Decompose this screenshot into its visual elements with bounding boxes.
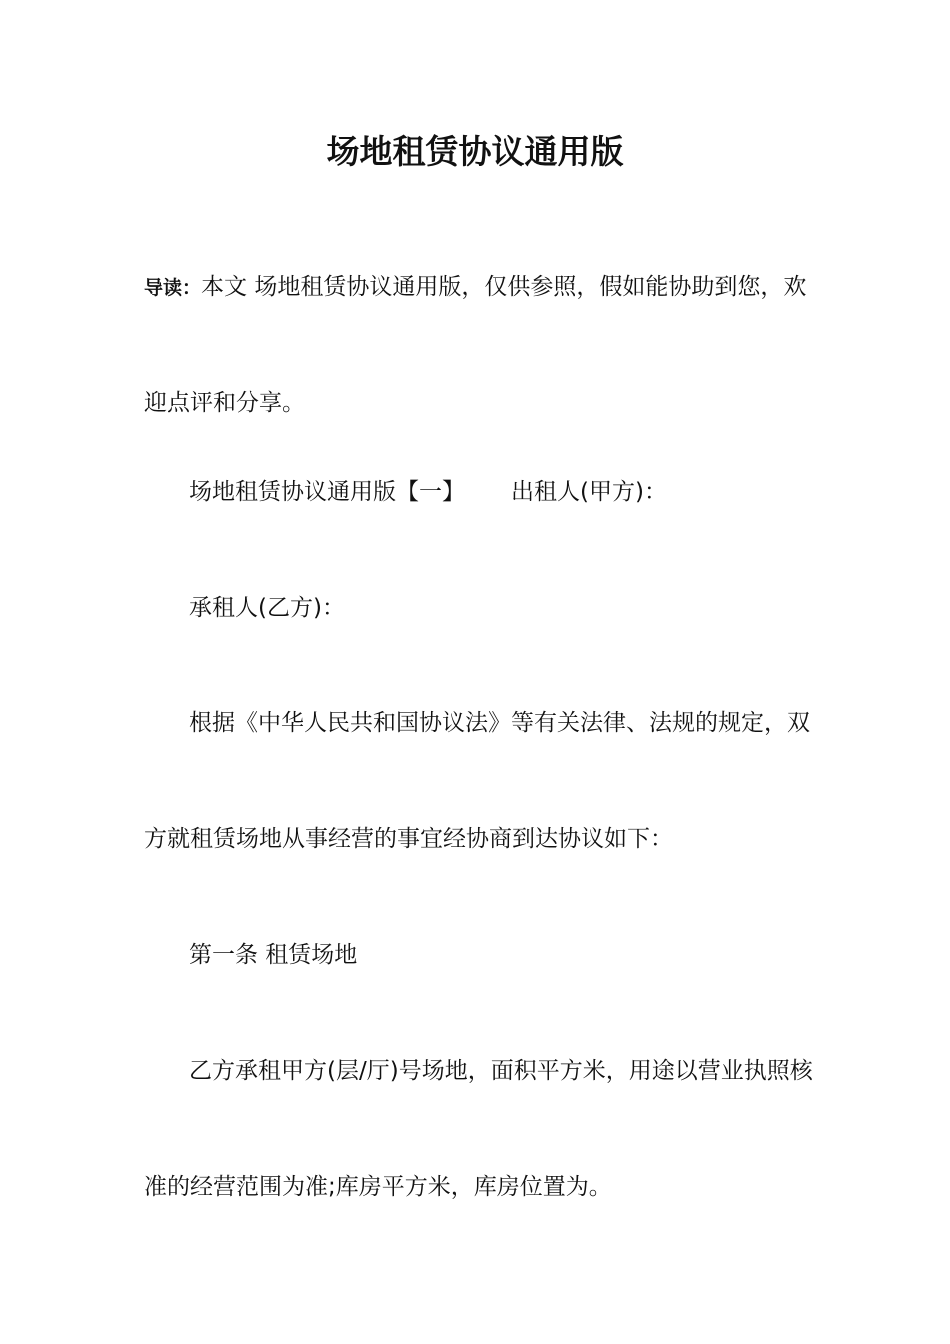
lessor-label: 出租人(甲方)： bbox=[511, 479, 667, 505]
intro-text-1: 本文 场地租赁协议通用版，仅供参照，假如能协助到您，欢 bbox=[201, 274, 807, 300]
intro-line-2: 迎点评和分享。 bbox=[144, 390, 305, 416]
section-heading-line bbox=[189, 475, 667, 509]
document-title: 场地租赁协议通用版 bbox=[326, 132, 624, 171]
basis-line-1: 根据《中华人民共和国协议法》等有关法律、法规的规定，双 bbox=[189, 710, 810, 736]
article1-heading: 第一条 租赁场地 bbox=[189, 942, 358, 968]
basis-line-2: 方就租赁场地从事经营的事宜经协商到达协议如下： bbox=[144, 826, 673, 852]
article1-line-1: 乙方承租甲方(层/厅)号场地，面积平方米，用途以营业执照核 bbox=[189, 1058, 813, 1084]
intro-label: 导读： bbox=[144, 277, 202, 299]
article1-line-2: 准的经营范围为准;库房平方米，库房位置为。 bbox=[144, 1174, 612, 1200]
section-heading: 场地租赁协议通用版【一】 bbox=[189, 479, 465, 505]
lessee-label: 承租人(乙方)： bbox=[189, 595, 345, 621]
intro-line-1 bbox=[144, 270, 806, 305]
